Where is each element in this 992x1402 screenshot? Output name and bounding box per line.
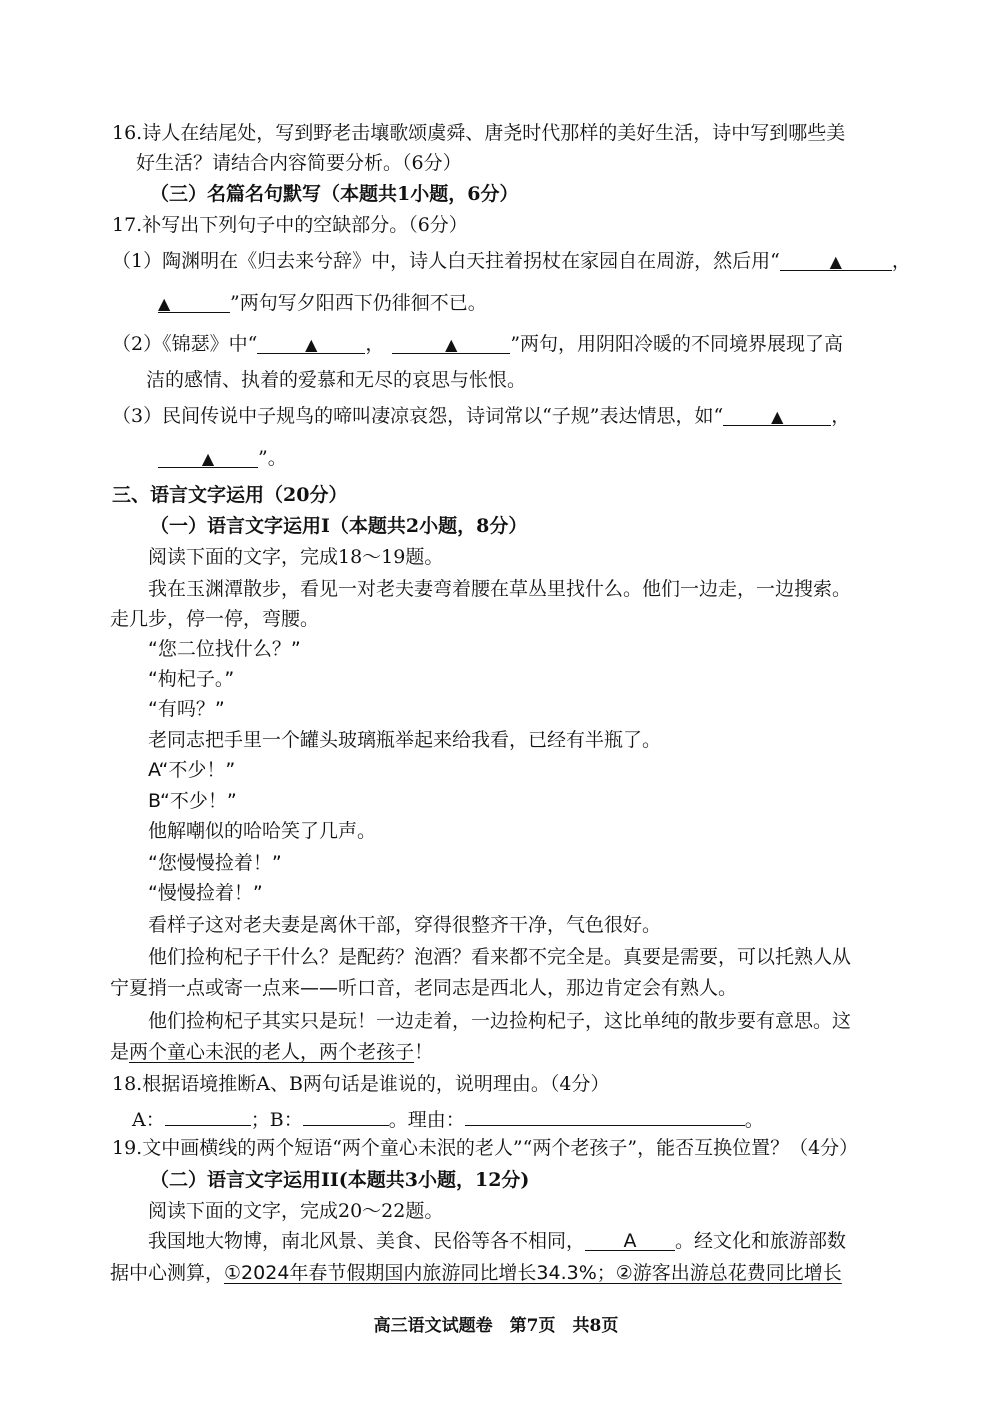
q16-line1: 16.诗人在结尾处，写到野老击壤歌颂虞舜、唐尧时代那样的美好生活，诗中写到哪些美 [112,122,846,144]
q17-part3-line2 [158,445,287,471]
answer-blank[interactable] [780,248,892,271]
sub2-instruction: 阅读下面的文字，完成20～22题。 [148,1200,444,1222]
answer-blank-reason[interactable] [465,1103,745,1126]
blank-triangle-icon: ▲ [305,335,318,354]
section-heading-recitation: （三）名篇名句默写（本题共1小题，6分） [150,183,519,205]
passage-p2: 老同志把手里一个罐头玻璃瓶举起来给我看，已经有半瓶了。 [148,729,662,751]
q18-b-label: ；B： [250,1109,303,1131]
passage-p1b: 走几步，停一停，弯腰。 [110,608,320,630]
passage-d5: “慢慢捡着！” [148,882,263,904]
part3-sub1-title: （一）语言文字运用Ⅰ（本题共2小题，8分） [150,515,528,537]
passage-b: B“不少！” [148,790,237,812]
blank-triangle-icon: ▲ [445,335,458,354]
part3-instruction: 阅读下面的文字，完成18～19题。 [148,546,444,568]
blank-triangle-icon: ▲ [829,252,842,271]
passage-p6b [110,1039,433,1065]
q17-part1-cont: ”两句写夕阳西下仍徘徊不已。 [230,292,487,314]
q17-part2-comma: ， [365,333,385,355]
q18-a-label: A： [132,1109,165,1131]
passage-d1: “您二位找什么？” [148,638,301,660]
sub2-p1b-pre: 据中心测算， [110,1262,225,1284]
q17-part2-line2: 洁的感情、执着的爱慕和无尽的哀思与怅恨。 [146,369,527,391]
q17-part1-text: （1）陶渊明在《归去来兮辞》中，诗人白天拄着拐杖在家园自在周游，然后用“ [112,250,780,272]
part3-title: 三、语言文字运用（20分） [112,484,348,506]
passage-p6a: 他们捡枸杞子其实只是玩！一边走着，一边捡枸杞子，这比单纯的散步要有意思。这 [148,1010,852,1032]
answer-blank-b[interactable] [303,1103,389,1126]
passage-p6b-end: ！ [414,1041,434,1063]
answer-blank[interactable] [257,331,365,354]
q17-part1-comma: ， [891,250,911,272]
answer-blank[interactable] [723,403,831,426]
q16-line2: 好生活？请结合内容简要分析。（6分） [136,152,462,174]
answer-blank-a[interactable] [165,1103,251,1126]
page-footer: 高三语文试题卷 第7页 共8页 [373,1316,619,1336]
q17-part3-end: ”。 [258,447,287,469]
q17-part3-line1 [112,403,850,429]
blank-label-a: A [623,1230,637,1252]
q18-end: 。 [744,1109,764,1131]
q18-reason-label: 。理由： [388,1109,465,1131]
sub2-p1a-post: 。经文化和旅游部数 [675,1230,847,1252]
passage-p5a: 他们捡枸杞子干什么？是配药？泡酒？看来都不完全是。真要是需要，可以托熟人从 [148,946,852,968]
passage-p4: 看样子这对老夫妻是离休干部，穿得很整齐干净，气色很好。 [148,914,662,936]
passage-p3: 他解嘲似的哈哈笑了几声。 [148,820,377,842]
passage-p6b-pre: 是 [110,1041,130,1063]
underlined-phrase-2: 两个老孩子 [319,1041,415,1063]
sub2-p1a [148,1228,846,1254]
q17-part1-line2 [158,290,487,316]
q17-part3-text: （3）民间传说中子规鸟的啼叫凄凉哀怨，诗词常以“子规”表达情思，如“ [112,405,724,427]
passage-p6b-mid: ， [300,1041,320,1063]
passage-d2: “枸杞子。” [148,668,235,690]
answer-blank[interactable] [158,445,258,468]
passage-d4: “您慢慢捡着！” [148,852,282,874]
q17-stem: 17.补写出下列句子中的空缺部分。（6分） [112,214,468,236]
q17-part2-end: ”两句，用阴阳冷暖的不同境界展现了高 [510,333,844,355]
passage-p1a: 我在玉渊潭散步，看见一对老夫妻弯着腰在草丛里找什么。他们一边走，一边搜索。 [148,578,852,600]
blank-triangle-icon: ▲ [201,449,215,468]
sub2-p1b [110,1260,842,1286]
q17-part1-line1 [112,248,911,274]
q17-part2-line1 [112,331,843,357]
answer-blank[interactable] [392,331,510,354]
sub2-p1a-pre: 我国地大物博，南北风景、美食、民俗等各不相同， [148,1230,586,1252]
blank-triangle-icon: ▲ [158,294,171,313]
q17-part3-comma: ， [831,405,851,427]
blank-triangle-icon: ▲ [771,407,784,426]
answer-blank[interactable] [158,290,230,313]
answer-blank-sub2-a[interactable] [585,1228,675,1251]
q19-stem: 19.文中画横线的两个短语“两个童心未泯的老人”“两个老孩子”，能否互换位置？（4分） [112,1137,859,1159]
passage-p5b: 宁夏捎一点或寄一点来——听口音，老同志是西北人，那边肯定会有熟人。 [110,977,738,999]
q18-answer-line [132,1103,764,1133]
q17-part2-text: （2）《锦瑟》中“ [112,333,258,355]
passage-a: A“不少！” [148,759,236,781]
passage-d3: “有吗？” [148,698,225,720]
q18-stem: 18.根据语境推断A、B两句话是谁说的，说明理由。（4分） [112,1073,610,1095]
underlined-phrase-1: 两个童心未泯的老人 [129,1041,301,1063]
underlined-sentence: ①2024年春节假期国内旅游同比增长34.3%；②游客出游总花费同比增长 [224,1262,842,1284]
part3-sub2-title: （二）语言文字运用II(本题共3小题，12分) [150,1169,530,1191]
